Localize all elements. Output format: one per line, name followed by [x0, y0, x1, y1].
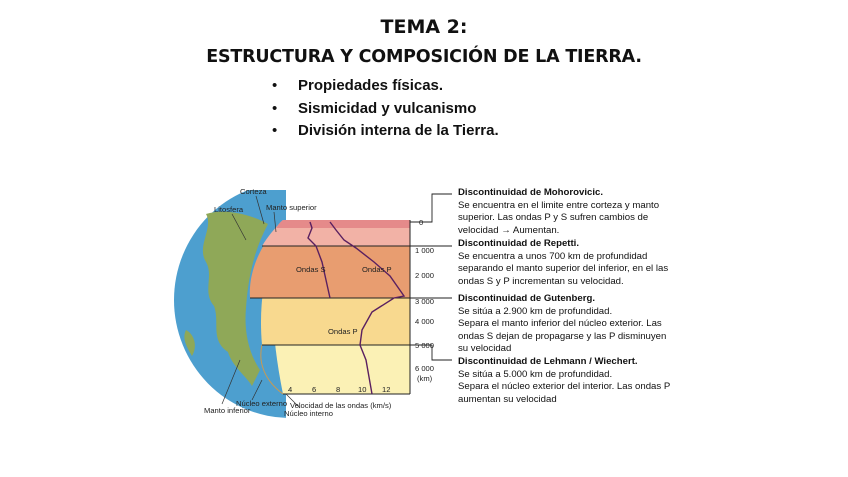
- velocity-tick-4: 4: [288, 385, 293, 394]
- depth-tick-6000: 6 000: [415, 364, 435, 373]
- slide-title: TEMA 2:: [380, 16, 468, 38]
- depth-tick-3000: 3 000: [415, 297, 435, 306]
- bullet-icon: •: [272, 122, 278, 139]
- nucleo-interno-label: Núcleo interno: [284, 409, 333, 418]
- manto-inferior-label: Manto inferior: [204, 406, 251, 415]
- note-title: Discontinuidad de Lehmann / Wiechert.: [458, 356, 638, 367]
- bullet-icon: •: [272, 77, 278, 94]
- depth-tick-2000: 2 000: [415, 271, 435, 280]
- list-item: • Propiedades físicas.: [272, 75, 499, 98]
- crust-layer: [276, 220, 410, 228]
- corteza-label: Corteza: [240, 187, 267, 196]
- lehmann-note: Discontinuidad de Lehmann / Wiechert. Se sitúa a 5.000 km de profundidad. Separa el núcleo exterior del interior. Las ondas P aumentan su velocidad: [458, 356, 698, 406]
- bullet-icon: •: [272, 99, 278, 117]
- moho-connector: [410, 194, 452, 222]
- x-axis-label: Velocidad de las ondas (km/s): [290, 401, 392, 410]
- depth-tick-1000: 1 000: [415, 246, 435, 255]
- ondas-p-lower-label: Ondas P: [328, 327, 358, 336]
- nucleo-externo-label: Núcleo externo: [236, 399, 288, 408]
- mohorovicic-note: Discontinuidad de Mohorovicic. Se encuentra en el limite entre corteza y manto superior. Las ondas P y S sufren cambios de velocidad → Aumentan.: [458, 187, 698, 237]
- note-title: Discontinuidad de Repetti.: [458, 238, 579, 249]
- velocity-tick-8: 8: [336, 385, 341, 394]
- slide-subtitle: ESTRUCTURA Y COMPOSICIÓN DE LA TIERRA.: [206, 47, 642, 67]
- litosfera-label: Litosfera: [214, 205, 244, 214]
- velocity-tick-12: 12: [382, 385, 391, 394]
- depth-unit-label: (km): [417, 374, 433, 383]
- velocity-tick-6: 6: [312, 385, 317, 394]
- depth-tick-4000: 4 000: [415, 317, 435, 326]
- gutenberg-note: Discontinuidad de Gutenberg. Se sitúa a 2.900 km de profundidad. Separa el manto inferior del núcleo exterior. Las ondas S dejan de propagarse y las P disminuyen su velocidad: [458, 293, 698, 356]
- lehmann-connector: [432, 345, 452, 360]
- velocity-tick-10: 10: [358, 385, 367, 394]
- ondas-p-upper-label: Ondas P: [362, 265, 392, 274]
- list-item: • División interna de la Tierra.: [272, 120, 499, 143]
- manto-superior-label: Manto superior: [266, 203, 317, 212]
- ondas-s-label: Ondas S: [296, 265, 326, 274]
- depth-ticks: [415, 218, 434, 383]
- note-title: Discontinuidad de Mohorovicic.: [458, 187, 603, 198]
- note-title: Discontinuidad de Gutenberg.: [458, 293, 595, 304]
- repetti-note: Discontinuidad de Repetti. Se encuentra a unos 700 km de profundidad separando el manto superior del inferior, en el las ondas S y P incrementan su velocidad.: [458, 238, 698, 288]
- depth-tick-0: 0: [419, 218, 424, 227]
- depth-tick-5000: 5 000: [415, 341, 435, 350]
- list-item: • Sismicidad y vulcanismo: [272, 98, 499, 121]
